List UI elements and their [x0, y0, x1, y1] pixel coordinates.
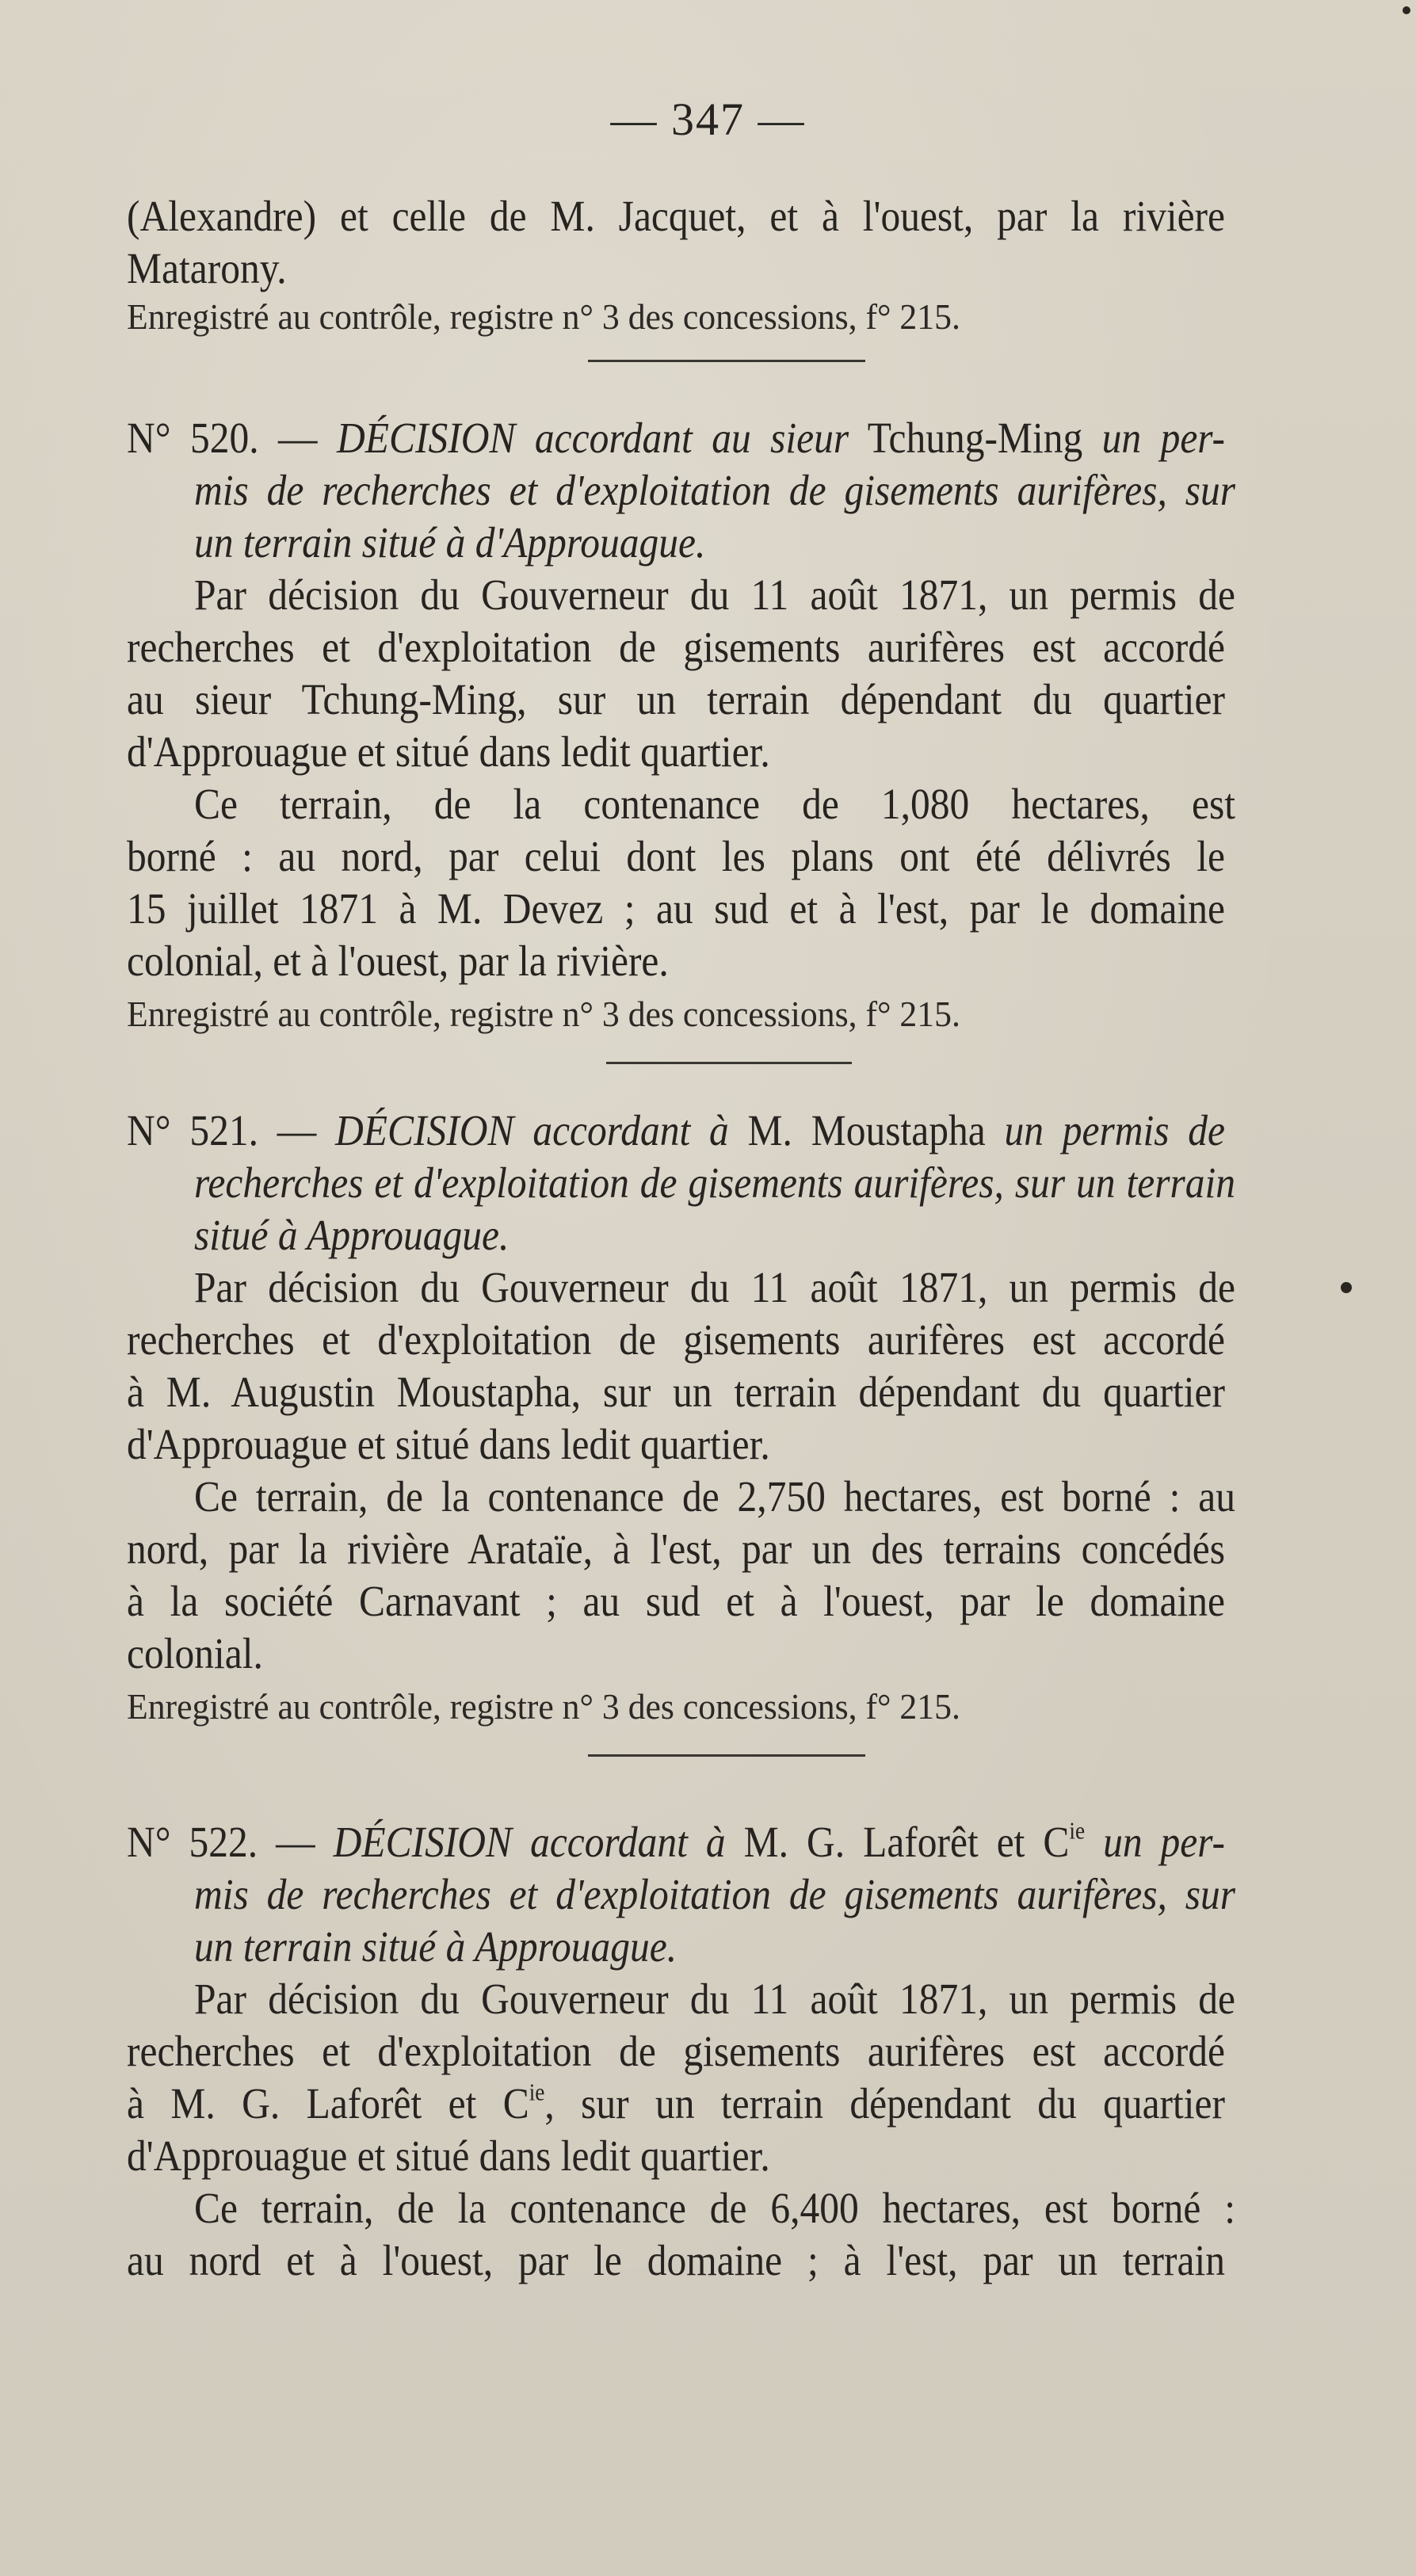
entry-number: N° 521. — [127, 1106, 317, 1154]
decision-word: DÉCISION [335, 1106, 514, 1154]
heading-text: accordant à [532, 1106, 729, 1154]
heading-tail: un permis de [1004, 1106, 1226, 1154]
entry-520-body-line: colonial, et à l'ouest, par la rivière. [127, 937, 669, 985]
entry-520-body-line: Ce terrain, de la contenance de 1,080 hectares, est [194, 780, 1235, 828]
entry-521-heading-line-2: recherches et d'exploitation de gisements aurifères, sur un terrain [194, 1158, 1235, 1207]
entry-521-body-line: colonial. [127, 1629, 263, 1677]
heading-tail: un per- [1103, 1818, 1226, 1866]
entry-522-body-line: recherches et d'exploitation de gisements aurifères est accordé [127, 2027, 1225, 2075]
entry-520-heading [127, 412, 1225, 464]
heading-text: accordant au sieur [534, 414, 849, 462]
grantee-name: M. Moustapha [747, 1106, 986, 1154]
entry-522-body-line: Par décision du Gouverneur du 11 août 1871, un permis de [194, 1975, 1235, 2023]
entry-522-body-line: au nord et à l'ouest, par le domaine ; à l'est, par un terrain [127, 2236, 1225, 2284]
entry-521-body-line: recherches et d'exploitation de gisements aurifères est accordé [127, 1315, 1225, 1364]
entry-521-body-line: d'Approuague et situé dans ledit quartier. [127, 1420, 770, 1468]
entry-520-heading-line-3: un terrain situé à d'Approuague. [194, 518, 706, 567]
entry-522-body-line: d'Approuague et situé dans ledit quartier. [127, 2131, 770, 2180]
entry-522-heading [127, 1816, 1225, 1868]
entry-520-body-line: recherches et d'exploitation de gisements aurifères est accordé [127, 623, 1225, 671]
intro-registration: Enregistré au contrôle, registre n° 3 des concessions, f° 215. [127, 296, 960, 337]
entry-521-heading-line-3: situé à Approuague. [194, 1211, 510, 1259]
decision-word: DÉCISION [333, 1818, 513, 1866]
entry-521-body-line: nord, par la rivière Arataïe, à l'est, par un des terrains concédés [127, 1525, 1225, 1573]
entry-522-heading-line-3: un terrain situé à Approuague. [194, 1922, 677, 1971]
entry-521-body-line: à M. Augustin Moustapha, sur un terrain dépendant du quartier [127, 1368, 1225, 1416]
entry-520-body-line: 15 juillet 1871 à M. Devez ; au sud et à l'est, par le domaine [127, 884, 1225, 933]
ink-dot [1341, 1282, 1352, 1293]
entry-520-body-line: au sieur Tchung-Ming, sur un terrain dépendant du quartier [127, 675, 1225, 723]
entry-522-body-line: Ce terrain, de la contenance de 6,400 hectares, est borné : [194, 2184, 1235, 2232]
separator-rule [606, 1062, 852, 1064]
entry-number: N° 520. — [127, 414, 318, 462]
entry-521-body-line: à la société Carnavant ; au sud et à l'ouest, par le domaine [127, 1577, 1225, 1625]
separator-rule [588, 1754, 865, 1757]
separator-rule [588, 360, 865, 362]
entry-520-body-line: borné : au nord, par celui dont les plans ont été délivrés le [127, 832, 1225, 880]
entry-520-body-line: d'Approuague et situé dans ledit quartier. [127, 727, 770, 776]
entry-521-body-line: Ce terrain, de la contenance de 2,750 hectares, est borné : au [194, 1472, 1235, 1521]
intro-line-1: (Alexandre) et celle de M. Jacquet, et à l'ouest, par la rivière [127, 192, 1225, 240]
grantee-name: M. G. Laforêt et $C^{ie}$ [743, 1817, 1086, 1866]
entry-520-heading-line-2: mis de recherches et d'exploitation de gisements aurifères, sur [194, 466, 1235, 514]
entry-520-body-line: Par décision du Gouverneur du 11 août 1871, un permis de [194, 571, 1235, 619]
entry-521-registration: Enregistré au contrôle, registre n° 3 des concessions, f° 215. [127, 1686, 960, 1727]
entry-522-heading-line-2: mis de recherches et d'exploitation de gisements aurifères, sur [194, 1870, 1235, 1918]
entry-522-body-line: à M. G. Laforêt et $C^{ie}$, sur un terrain dépendant du quartier [127, 2078, 1225, 2128]
entry-number: N° 522. — [127, 1818, 315, 1866]
page-corner-mark [1403, 6, 1410, 14]
entry-520-registration: Enregistré au contrôle, registre n° 3 des concessions, f° 215. [127, 994, 960, 1034]
intro-line-2: Matarony. [127, 244, 287, 292]
heading-tail: un per- [1101, 414, 1226, 462]
heading-text: accordant à [530, 1818, 726, 1866]
entry-521-body-line: Par décision du Gouverneur du 11 août 1871, un permis de [194, 1263, 1235, 1311]
entry-521-heading [127, 1105, 1225, 1157]
grantee-name: Tchung-Ming [867, 414, 1083, 462]
decision-word: DÉCISION [336, 414, 516, 462]
page-number: — 347 — [610, 93, 806, 145]
